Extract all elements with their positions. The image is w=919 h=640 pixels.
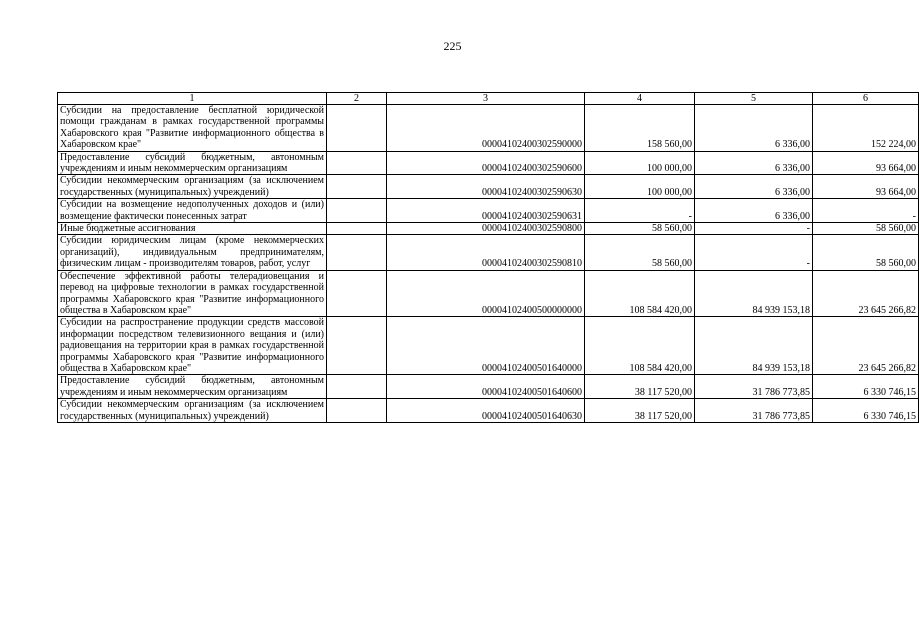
row-code: 00004102400302590600 — [387, 151, 585, 175]
table-row — [58, 151, 919, 175]
row-col2 — [327, 105, 387, 152]
row-value-6: 23 645 266,82 — [813, 270, 919, 317]
row-code: 00004102400302590630 — [387, 175, 585, 199]
row-value-5: 6 336,00 — [695, 151, 813, 175]
row-value-5: 31 786 773,85 — [695, 375, 813, 399]
table-row — [58, 399, 919, 423]
row-code: 00004102400302590800 — [387, 223, 585, 235]
header-row — [58, 93, 919, 105]
row-description: Субсидии некоммерческим организациям (за исключением государственных (муниципальных) учреждений) — [58, 175, 327, 199]
row-description: Субсидии некоммерческим организациям (за исключением государственных (муниципальных) учреждений) — [58, 399, 327, 423]
table-row — [58, 199, 919, 223]
row-description: Субсидии на предоставление бесплатной юридической помощи гражданам в рамках государственной программы Хабаровского края "Развитие информационного общества в Хабаровском крае" — [58, 105, 327, 152]
header-col-1: 1 — [58, 93, 327, 105]
table-row — [58, 375, 919, 399]
row-value-5: 31 786 773,85 — [695, 399, 813, 423]
row-value-6: 58 560,00 — [813, 235, 919, 270]
row-value-6: - — [813, 199, 919, 223]
row-code: 00004102400302590810 — [387, 235, 585, 270]
row-value-4: 108 584 420,00 — [585, 317, 695, 375]
row-value-4: 58 560,00 — [585, 223, 695, 235]
header-col-6: 6 — [813, 93, 919, 105]
row-description: Субсидии юридическим лицам (кроме некоммерческих организаций), индивидуальным предпринимателям, физическим лицам - производителям товаров, работ, услуг — [58, 235, 327, 270]
row-value-6: 93 664,00 — [813, 175, 919, 199]
table-row — [58, 270, 919, 317]
page-number: 225 — [443, 39, 462, 53]
row-col2 — [327, 399, 387, 423]
row-col2 — [327, 235, 387, 270]
row-value-4: 38 117 520,00 — [585, 399, 695, 423]
row-col2 — [327, 151, 387, 175]
row-value-4: - — [585, 199, 695, 223]
row-col2 — [327, 223, 387, 235]
header-col-2: 2 — [327, 93, 387, 105]
row-col2 — [327, 270, 387, 317]
row-value-4: 38 117 520,00 — [585, 375, 695, 399]
row-code: 00004102400501640600 — [387, 375, 585, 399]
row-value-4: 158 560,00 — [585, 105, 695, 152]
row-value-6: 6 330 746,15 — [813, 399, 919, 423]
table-row — [58, 223, 919, 235]
header-col-3: 3 — [387, 93, 585, 105]
row-col2 — [327, 375, 387, 399]
row-code: 00004102400302590000 — [387, 105, 585, 152]
row-value-5: 6 336,00 — [695, 175, 813, 199]
row-code: 00004102400500000000 — [387, 270, 585, 317]
table-row — [58, 175, 919, 199]
row-code: 00004102400302590631 — [387, 199, 585, 223]
row-description: Субсидии на возмещение недополученных доходов и (или) возмещение фактически понесенных затрат — [58, 199, 327, 223]
header-col-5: 5 — [695, 93, 813, 105]
row-value-5: - — [695, 223, 813, 235]
row-code: 00004102400501640630 — [387, 399, 585, 423]
table-row — [58, 235, 919, 270]
row-value-4: 100 000,00 — [585, 175, 695, 199]
row-description: Предоставление субсидий бюджетным, автономным учреждениям и иным некоммерческим организациям — [58, 151, 327, 175]
row-col2 — [327, 317, 387, 375]
row-code: 00004102400501640000 — [387, 317, 585, 375]
header-col-4: 4 — [585, 93, 695, 105]
row-value-6: 58 560,00 — [813, 223, 919, 235]
row-value-6: 152 224,00 — [813, 105, 919, 152]
row-value-5: - — [695, 235, 813, 270]
table-row — [58, 317, 919, 375]
row-value-5: 6 336,00 — [695, 199, 813, 223]
row-description: Субсидии на распространение продукции средств массовой информации посредством телевизионного вещания и (или) радиовещания на территории края в рамках государственной программы Хабаровского края "Развитие информационного общества в Хабаровском крае" — [58, 317, 327, 375]
row-description: Иные бюджетные ассигнования — [58, 223, 327, 235]
row-value-5: 84 939 153,18 — [695, 317, 813, 375]
budget-table — [57, 92, 919, 423]
row-value-6: 23 645 266,82 — [813, 317, 919, 375]
row-value-4: 100 000,00 — [585, 151, 695, 175]
row-value-5: 6 336,00 — [695, 105, 813, 152]
row-description: Предоставление субсидий бюджетным, автономным учреждениям и иным некоммерческим организациям — [58, 375, 327, 399]
row-value-6: 93 664,00 — [813, 151, 919, 175]
table-row — [58, 105, 919, 152]
row-value-5: 84 939 153,18 — [695, 270, 813, 317]
row-value-4: 108 584 420,00 — [585, 270, 695, 317]
row-value-6: 6 330 746,15 — [813, 375, 919, 399]
row-description: Обеспечение эффективной работы телерадиовещания и перевод на цифровые технологии в рамках государственной программы Хабаровского края "Развитие информационного общества в Хабаровском крае" — [58, 270, 327, 317]
row-col2 — [327, 199, 387, 223]
row-value-4: 58 560,00 — [585, 235, 695, 270]
row-col2 — [327, 175, 387, 199]
